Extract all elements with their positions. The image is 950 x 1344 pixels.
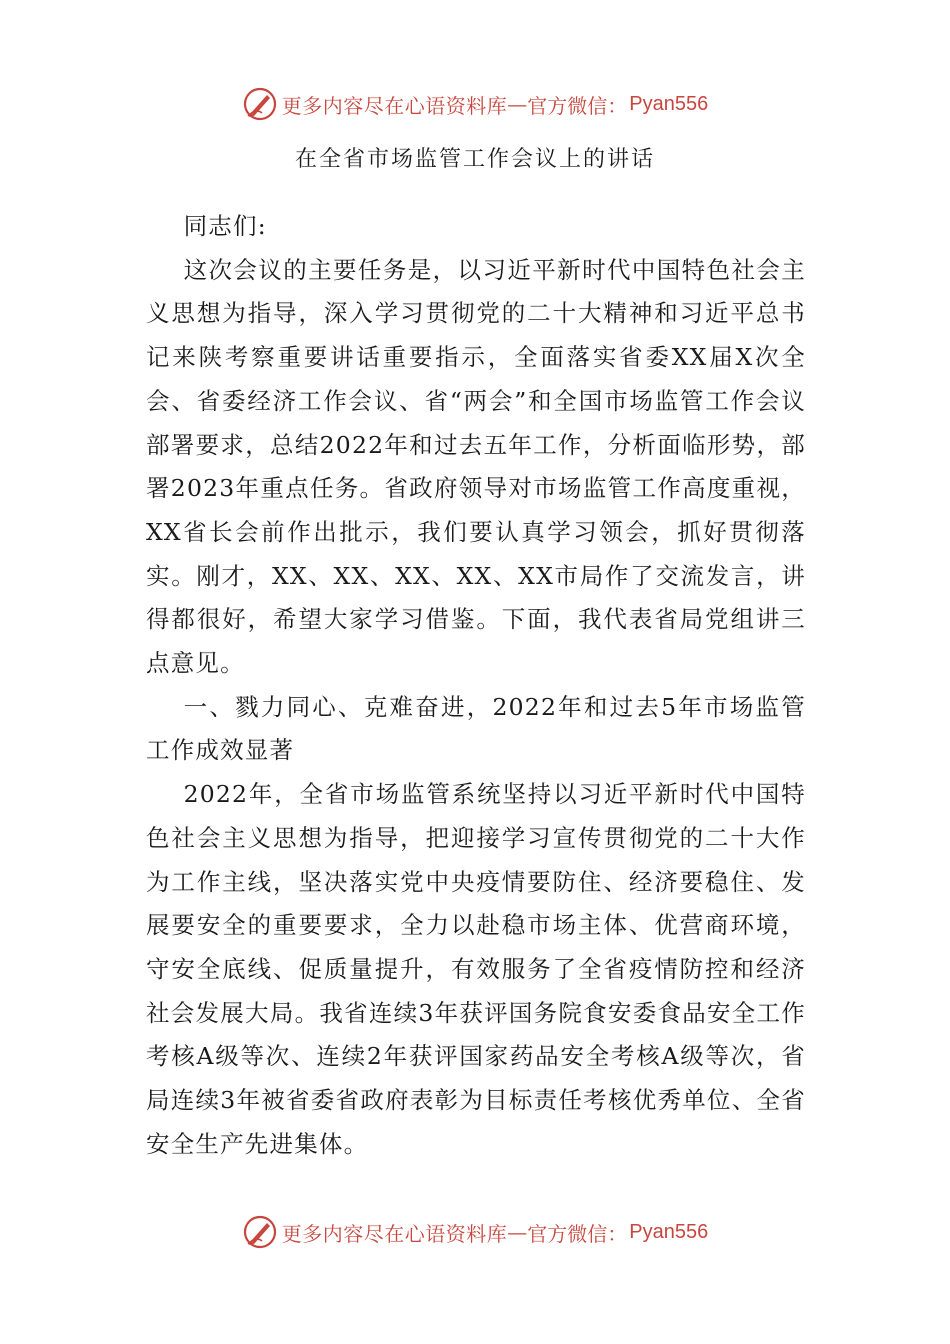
watermark-label: 官方微信： xyxy=(527,1221,628,1246)
watermark-separator: — xyxy=(507,92,528,116)
pen-logo-icon xyxy=(242,86,278,122)
watermark-header xyxy=(0,84,950,124)
watermark-wechat-id: Pyan556 xyxy=(629,92,709,115)
watermark-separator: — xyxy=(507,1220,528,1244)
document-title: 在全省市场监管工作会议上的讲话 xyxy=(294,147,655,172)
watermark-label: 官方微信： xyxy=(527,93,628,118)
watermark-site-name: 更多内容尽在心语资料库 xyxy=(281,93,508,118)
document-body xyxy=(146,205,806,1166)
watermark-footer xyxy=(0,1212,950,1252)
salutation: 同志们: xyxy=(183,212,267,240)
watermark-wechat-id: Pyan556 xyxy=(629,1220,709,1243)
pen-logo-icon xyxy=(242,1214,278,1250)
paragraph-2022-summary: 2022年，全省市场监管系统坚持以习近平新时代中国特色社会主义思想为指导，把迎接学习宣传贯彻党的二十大作为工作主线，坚决落实党中央疫情要防住、经济要稳住、发展要安全的重要要求，全力以赴稳市场主体、优营商环境，守安全底线、促质量提升，有效服务了全省疫情防控和经济社会发展大局。我省连续3年获评国务院食安委食品安全工作考核A级等次、连续2年获评国家药品安全考核A级等次，省局连续3年被省委省政府表彰为目标责任考核优秀单位、全省安全生产先进集体。 xyxy=(146,780,806,1158)
watermark-site-name: 更多内容尽在心语资料库 xyxy=(281,1221,508,1246)
paragraph-intro: 这次会议的主要任务是，以习近平新时代中国特色社会主义思想为指导，深入学习贯彻党的二十大精神和习近平总书记来陕考察重要讲话重要指示，全面落实省委XX届X次全会、省委经济工作会议、省“两会”和全国市场监管工作会议部署要求，总结2022年和过去五年工作，分析面临形势，部署2023年重点任务。省政府领导对市场监管工作高度重视，XX省长会前作出批示，我们要认真学习领会，抓好贯彻落实。刚才，XX、XX、XX、XX、XX市局作了交流发言，讲得都很好，希望大家学习借鉴。下面，我代表省局党组讲三点意见。 xyxy=(146,255,806,678)
section-heading-1: 一、戮力同心、克难奋进，2022年和过去5年市场监管工作成效显著 xyxy=(146,692,806,765)
